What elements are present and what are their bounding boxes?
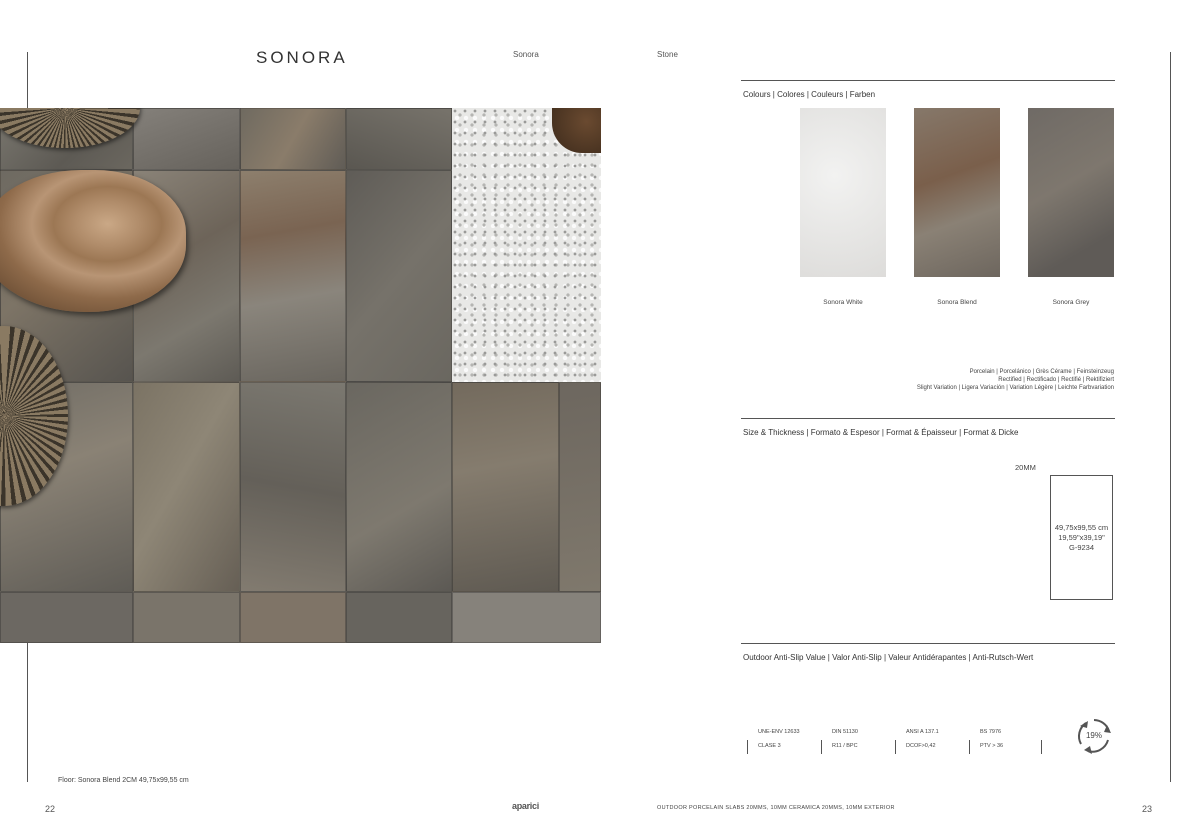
header-tag-collection: Sonora <box>513 50 539 59</box>
antislip-divider <box>741 643 1115 644</box>
standard-name: DIN 51130 <box>832 729 858 735</box>
format-dimensions <box>1050 523 1113 553</box>
floor-tile <box>346 382 452 592</box>
floor-tile <box>240 382 346 592</box>
material-line: Porcelain | Porcelánico | Grès Cérame | Feinsteinzeug <box>969 369 1114 375</box>
swatch-sonora-grey <box>1028 108 1114 277</box>
floor-tile <box>133 382 240 592</box>
standard-value: DCOF>0,42 <box>906 743 936 749</box>
format-imperial: 19,59"x39,19" <box>1058 533 1105 542</box>
brand-logo: aparici <box>512 801 539 811</box>
size-divider <box>741 418 1115 419</box>
standard-name: UNE-ENV 12633 <box>758 729 800 735</box>
standard-separator <box>895 740 896 754</box>
floor-tile <box>133 592 240 643</box>
standard-name: ANSI A 137.1 <box>906 729 939 735</box>
swatch-label: Sonora Grey <box>1052 299 1090 306</box>
swatch-label: Sonora Blend <box>937 299 977 306</box>
floor-tile <box>240 170 346 382</box>
recycled-percentage: 19% <box>1085 731 1102 740</box>
floor-tile <box>240 592 346 643</box>
thickness-label: 20MM <box>1015 463 1036 472</box>
floor-tile <box>0 592 133 643</box>
floor-tile <box>452 382 559 592</box>
floor-tile <box>240 108 346 170</box>
format-code: G-9234 <box>1068 543 1095 552</box>
floor-tile <box>346 108 452 170</box>
standard-separator <box>821 740 822 754</box>
swatch-sonora-white <box>800 108 886 277</box>
page-number-right: 23 <box>1142 804 1153 814</box>
photo-caption: Floor: Sonora Blend 2CM 49,75x99,55 cm <box>58 777 189 784</box>
standard-value: R11 / BPC <box>832 743 858 749</box>
material-line: Rectified | Rectificado | Rectifié | Rektifiziert <box>998 377 1114 383</box>
ambience-photo <box>0 108 601 643</box>
swatch-sonora-blend <box>914 108 1000 277</box>
colours-heading: Colours | Colores | Couleurs | Farben <box>743 90 876 99</box>
standard-value: PTV > 36 <box>980 743 1004 749</box>
floor-tile <box>452 592 601 643</box>
colours-divider <box>741 80 1115 81</box>
recycle-icon <box>1074 716 1114 756</box>
page-title: SONORA <box>256 48 348 67</box>
floor-tile <box>133 108 240 170</box>
standard-separator <box>747 740 748 754</box>
material-line: Slight Variation | Ligera Variación | Variation Légère | Leichte Farbvariation <box>916 385 1114 391</box>
standard-value: CLASE 3 <box>758 743 781 749</box>
header-tag-category: Stone <box>657 50 678 59</box>
page-number-left: 22 <box>45 804 56 814</box>
format-metric: 49,75x99,55 cm <box>1054 523 1109 532</box>
swatch-label: Sonora White <box>823 299 863 306</box>
antislip-heading: Outdoor Anti-Slip Value | Valor Anti-Slip | Valeur Antidérapantes | Anti-Rutsch-Wert <box>743 653 1034 662</box>
size-heading: Size & Thickness | Formato & Espesor | Format & Épaisseur | Format & Dicke <box>743 428 1019 437</box>
floor-tile <box>346 170 452 382</box>
floor-tile <box>346 592 452 643</box>
footer-text: OUTDOOR PORCELAIN SLABS 20MMS, 10MM CERAMICA 20MMS, 10MM EXTERIOR <box>657 805 895 811</box>
wood-stump-table <box>0 170 186 312</box>
right-margin-line <box>1170 52 1171 782</box>
floor-tile <box>559 382 601 592</box>
standard-separator <box>1041 740 1042 754</box>
standard-name: BS 7976 <box>980 729 1002 735</box>
standard-separator <box>969 740 970 754</box>
